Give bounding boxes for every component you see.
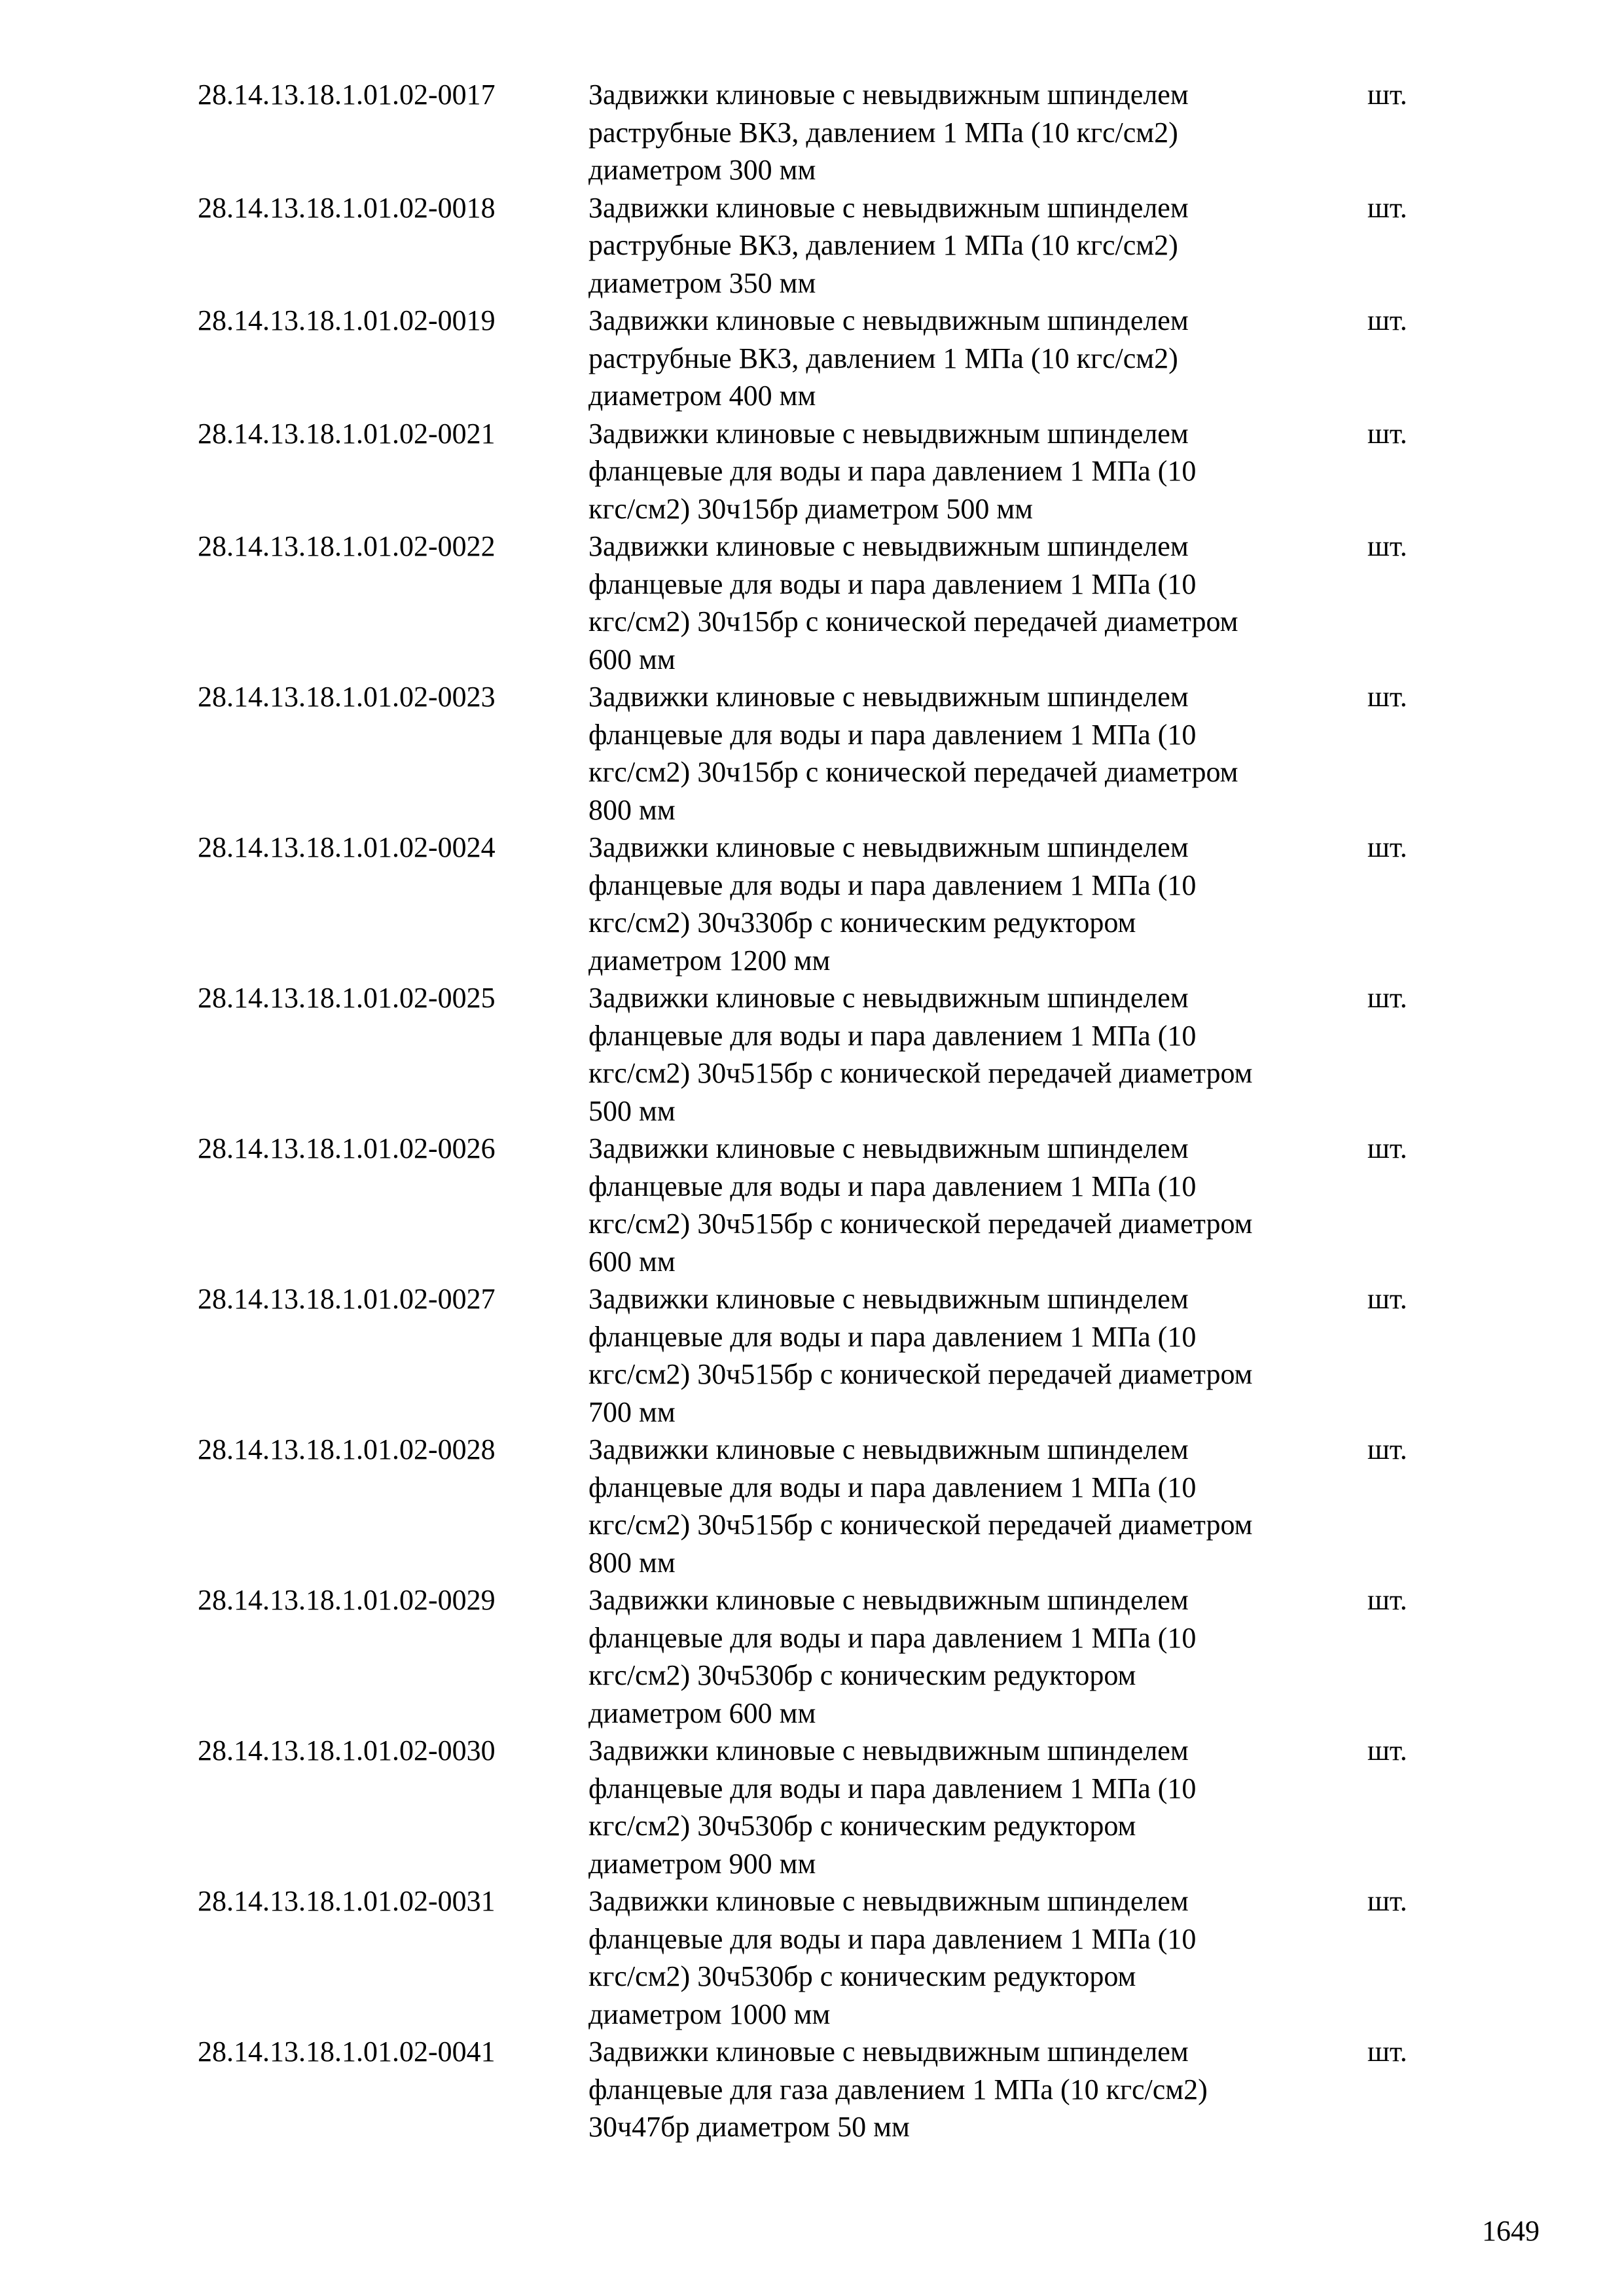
- catalog-row: [198, 2033, 1441, 2146]
- catalog-row: [198, 1280, 1441, 1431]
- item-code: 28.14.13.18.1.01.02-0030: [198, 1734, 496, 1767]
- item-code: 28.14.13.18.1.01.02-0019: [198, 304, 496, 336]
- item-code: 28.14.13.18.1.01.02-0022: [198, 530, 496, 562]
- item-unit: шт.: [1367, 530, 1407, 562]
- catalog-row: [198, 678, 1441, 829]
- item-description: Задвижки клиновые с невыдвижным шпинделем раструбные ВКЗ, давлением 1 МПа (10 кгс/см2) диаметром 400 мм: [588, 304, 1189, 412]
- item-code: 28.14.13.18.1.01.02-0018: [198, 191, 496, 224]
- item-description: Задвижки клиновые с невыдвижным шпинделем раструбные ВКЗ, давлением 1 МПа (10 кгс/см2) диаметром 300 мм: [588, 79, 1189, 186]
- item-description: Задвижки клиновые с невыдвижным шпинделем фланцевые для воды и пара давлением 1 МПа (10 кгс/см2) 30ч15бр с конической передачей диаметром 800 мм: [588, 681, 1238, 826]
- catalog-row: [198, 979, 1441, 1130]
- item-description: Задвижки клиновые с невыдвижным шпинделем фланцевые для воды и пара давлением 1 МПа (10 кгс/см2) 30ч530бр с коническим редуктором диаметром 900 мм: [588, 1734, 1197, 1880]
- page-number: 1649: [1482, 2215, 1540, 2247]
- item-unit: шт.: [1367, 1132, 1407, 1164]
- item-code: 28.14.13.18.1.01.02-0025: [198, 982, 496, 1014]
- item-code: 28.14.13.18.1.01.02-0023: [198, 681, 496, 713]
- item-code: 28.14.13.18.1.01.02-0041: [198, 2036, 496, 2068]
- item-code: 28.14.13.18.1.01.02-0029: [198, 1584, 496, 1616]
- catalog-row: [198, 76, 1441, 189]
- catalog-row: [198, 415, 1441, 528]
- item-code: 28.14.13.18.1.01.02-0017: [198, 79, 496, 111]
- item-code: 28.14.13.18.1.01.02-0024: [198, 831, 496, 863]
- item-description: Задвижки клиновые с невыдвижным шпинделем фланцевые для воды и пара давлением 1 МПа (10 кгс/см2) 30ч515бр с конической передачей диаметром 600 мм: [588, 1132, 1253, 1278]
- item-description: Задвижки клиновые с невыдвижным шпинделем фланцевые для воды и пара давлением 1 МПа (10 кгс/см2) 30ч530бр с коническим редуктором диаметром 600 мм: [588, 1584, 1197, 1729]
- item-code: 28.14.13.18.1.01.02-0021: [198, 417, 496, 450]
- item-code: 28.14.13.18.1.01.02-0028: [198, 1433, 496, 1465]
- item-unit: шт.: [1367, 982, 1407, 1014]
- item-unit: шт.: [1367, 2036, 1407, 2068]
- catalog-row: [198, 1732, 1441, 1882]
- item-description: Задвижки клиновые с невыдвижным шпинделем фланцевые для воды и пара давлением 1 МПа (10 кгс/см2) 30ч515бр с конической передачей диаметром 700 мм: [588, 1283, 1253, 1428]
- item-unit: шт.: [1367, 191, 1407, 224]
- catalog-row: [198, 829, 1441, 979]
- catalog-list: [198, 76, 1441, 2146]
- item-unit: шт.: [1367, 1584, 1407, 1616]
- catalog-row: [198, 528, 1441, 678]
- item-unit: шт.: [1367, 1885, 1407, 1917]
- item-unit: шт.: [1367, 681, 1407, 713]
- item-unit: шт.: [1367, 79, 1407, 111]
- item-code: 28.14.13.18.1.01.02-0026: [198, 1132, 496, 1164]
- item-unit: шт.: [1367, 831, 1407, 863]
- item-description: Задвижки клиновые с невыдвижным шпинделем фланцевые для воды и пара давлением 1 МПа (10 кгс/см2) 30ч515бр с конической передачей диаметром 800 мм: [588, 1433, 1253, 1579]
- item-description: Задвижки клиновые с невыдвижным шпинделем фланцевые для воды и пара давлением 1 МПа (10 кгс/см2) 30ч15бр диаметром 500 мм: [588, 417, 1197, 525]
- item-unit: шт.: [1367, 1283, 1407, 1315]
- item-description: Задвижки клиновые с невыдвижным шпинделем раструбные ВКЗ, давлением 1 МПа (10 кгс/см2) диаметром 350 мм: [588, 191, 1189, 299]
- catalog-row: [198, 1130, 1441, 1280]
- catalog-row: [198, 1581, 1441, 1732]
- catalog-row: [198, 1431, 1441, 1581]
- item-description: Задвижки клиновые с невыдвижным шпинделем фланцевые для газа давлением 1 МПа (10 кгс/см2) 30ч47бр диаметром 50 мм: [588, 2036, 1208, 2143]
- item-unit: шт.: [1367, 417, 1407, 450]
- item-description: Задвижки клиновые с невыдвижным шпинделем фланцевые для воды и пара давлением 1 МПа (10 кгс/см2) 30ч515бр с конической передачей диаметром 500 мм: [588, 982, 1253, 1127]
- item-unit: шт.: [1367, 304, 1407, 336]
- item-code: 28.14.13.18.1.01.02-0027: [198, 1283, 496, 1315]
- item-description: Задвижки клиновые с невыдвижным шпинделем фланцевые для воды и пара давлением 1 МПа (10 кгс/см2) 30ч330бр с коническим редуктором диаметром 1200 мм: [588, 831, 1197, 977]
- item-unit: шт.: [1367, 1433, 1407, 1465]
- item-unit: шт.: [1367, 1734, 1407, 1767]
- catalog-row: [198, 189, 1441, 302]
- catalog-row: [198, 302, 1441, 415]
- catalog-row: [198, 1882, 1441, 2033]
- item-description: Задвижки клиновые с невыдвижным шпинделем фланцевые для воды и пара давлением 1 МПа (10 кгс/см2) 30ч15бр с конической передачей диаметром 600 мм: [588, 530, 1238, 675]
- item-code: 28.14.13.18.1.01.02-0031: [198, 1885, 496, 1917]
- item-description: Задвижки клиновые с невыдвижным шпинделем фланцевые для воды и пара давлением 1 МПа (10 кгс/см2) 30ч530бр с коническим редуктором диаметром 1000 мм: [588, 1885, 1197, 2030]
